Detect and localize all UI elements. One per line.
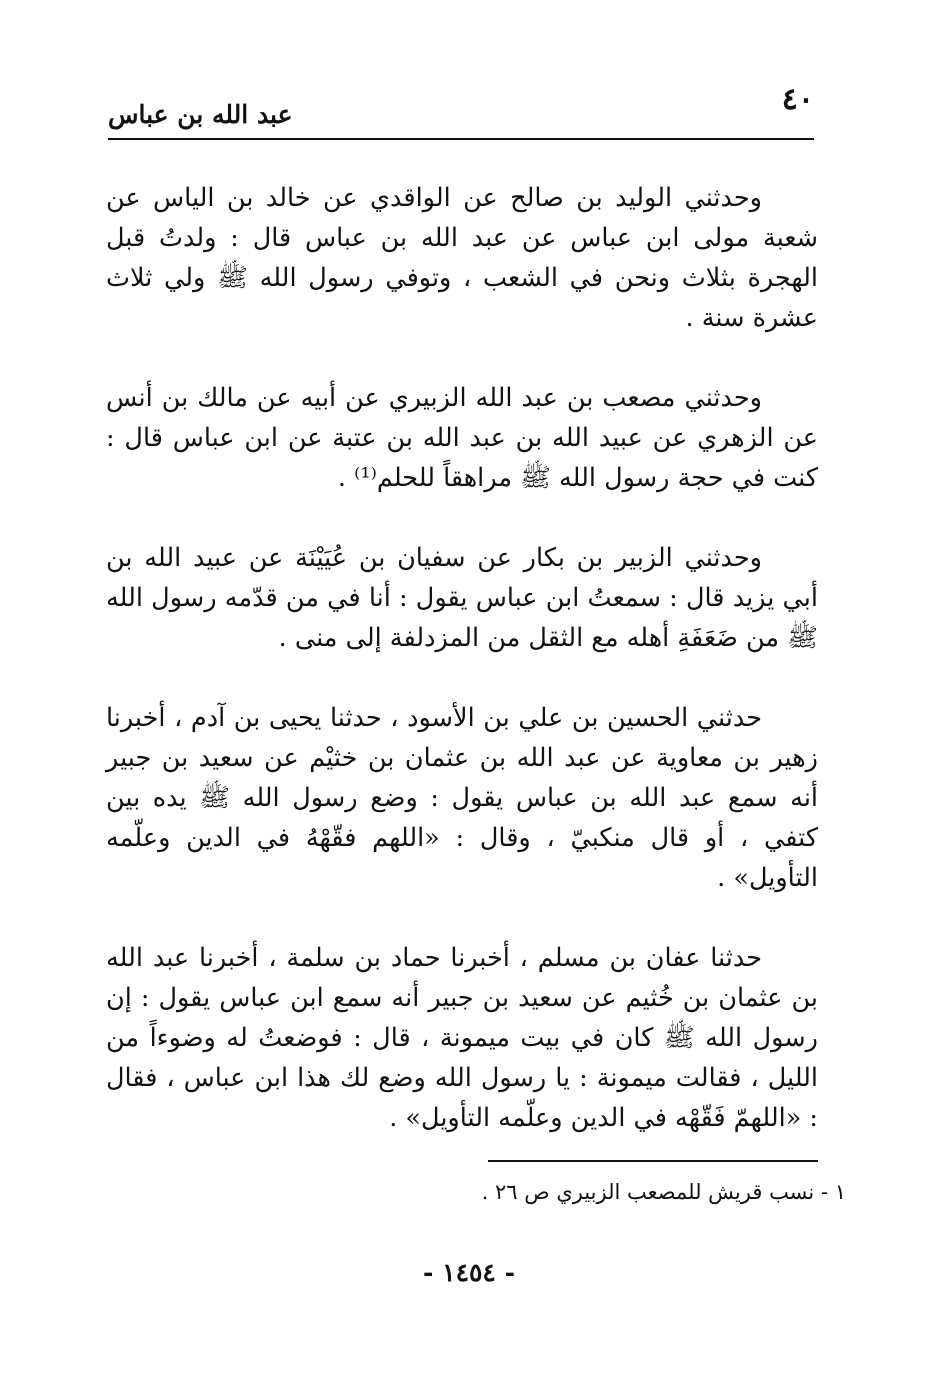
paragraph-3: وحدثني الزبير بن بكار عن سفيان بن عُيَيْنَة عن عبيد الله بن أبي يزيد قال : سمعتُ ابن عباس يقول : أنا في من قدّمه رسول الله ﷺ من ضَعَفَةِ أهله مع الثقل من المزدلفة إلى منى . (106, 543, 818, 653)
page-header (108, 78, 814, 142)
paragraph-4: حدثني الحسين بن علي بن الأسود ، حدثنا يحيى بن آدم ، أخبرنا زهير بن معاوية عن عبد الله بن عثمان بن خثيْم عن سعيد بن جبير أنه سمع عبد الله بن عباس يقول : وضع رسول الله ﷺ يده بين كتفي ، أو قال منكبيّ ، وقال : «اللهم فقّهْهُ في الدين وعلّمه التأويل» . (106, 703, 818, 893)
paragraph-2: وحدثني مصعب بن عبد الله الزبيري عن أبيه عن مالك بن أنس عن الزهري عن عبيد الله بن عبد الله بن عتبة عن ابن عباس قال : كنت في حجة رسول الله ﷺ مراهقاً للحلم⁽¹⁾ . (106, 383, 818, 493)
body-text (106, 178, 818, 1178)
header-rule (108, 138, 814, 140)
footnote: ١ - نسب قريش للمصعب الزبيري ص ٢٦ . (481, 1180, 846, 1204)
paragraph-1: وحدثني الوليد بن صالح عن الواقدي عن خالد بن الياس عن شعبة مولى ابن عباس عن عبد الله بن عباس قال : ولدتُ قبل الهجرة بثلاث ونحن في الشعب ، وتوفي رسول الله ﷺ ولي ثلاث عشرة سنة . (106, 183, 818, 333)
header-page-number: ٤٠ (781, 82, 814, 117)
paragraph-5: حدثنا عفان بن مسلم ، أخبرنا حماد بن سلمة ، أخبرنا عبد الله بن عثمان بن خُثيم عن سعيد بن جبير أنه سمع ابن عباس يقول : إن رسول الله ﷺ كان في بيت ميمونة ، قال : فوضعتُ له وضوءاً من الليل ، فقالت ميمونة : يا رسول الله وضع لك هذا ابن عباس ، فقال : «اللهمّ فَقّهْه في الدين وعلّمه التأويل» . (106, 943, 818, 1133)
running-title: عبد الله بن عباس (108, 100, 293, 129)
folio-page-number: - ١٤٥٤ - (423, 1258, 515, 1287)
footnote-rule (488, 1160, 818, 1162)
